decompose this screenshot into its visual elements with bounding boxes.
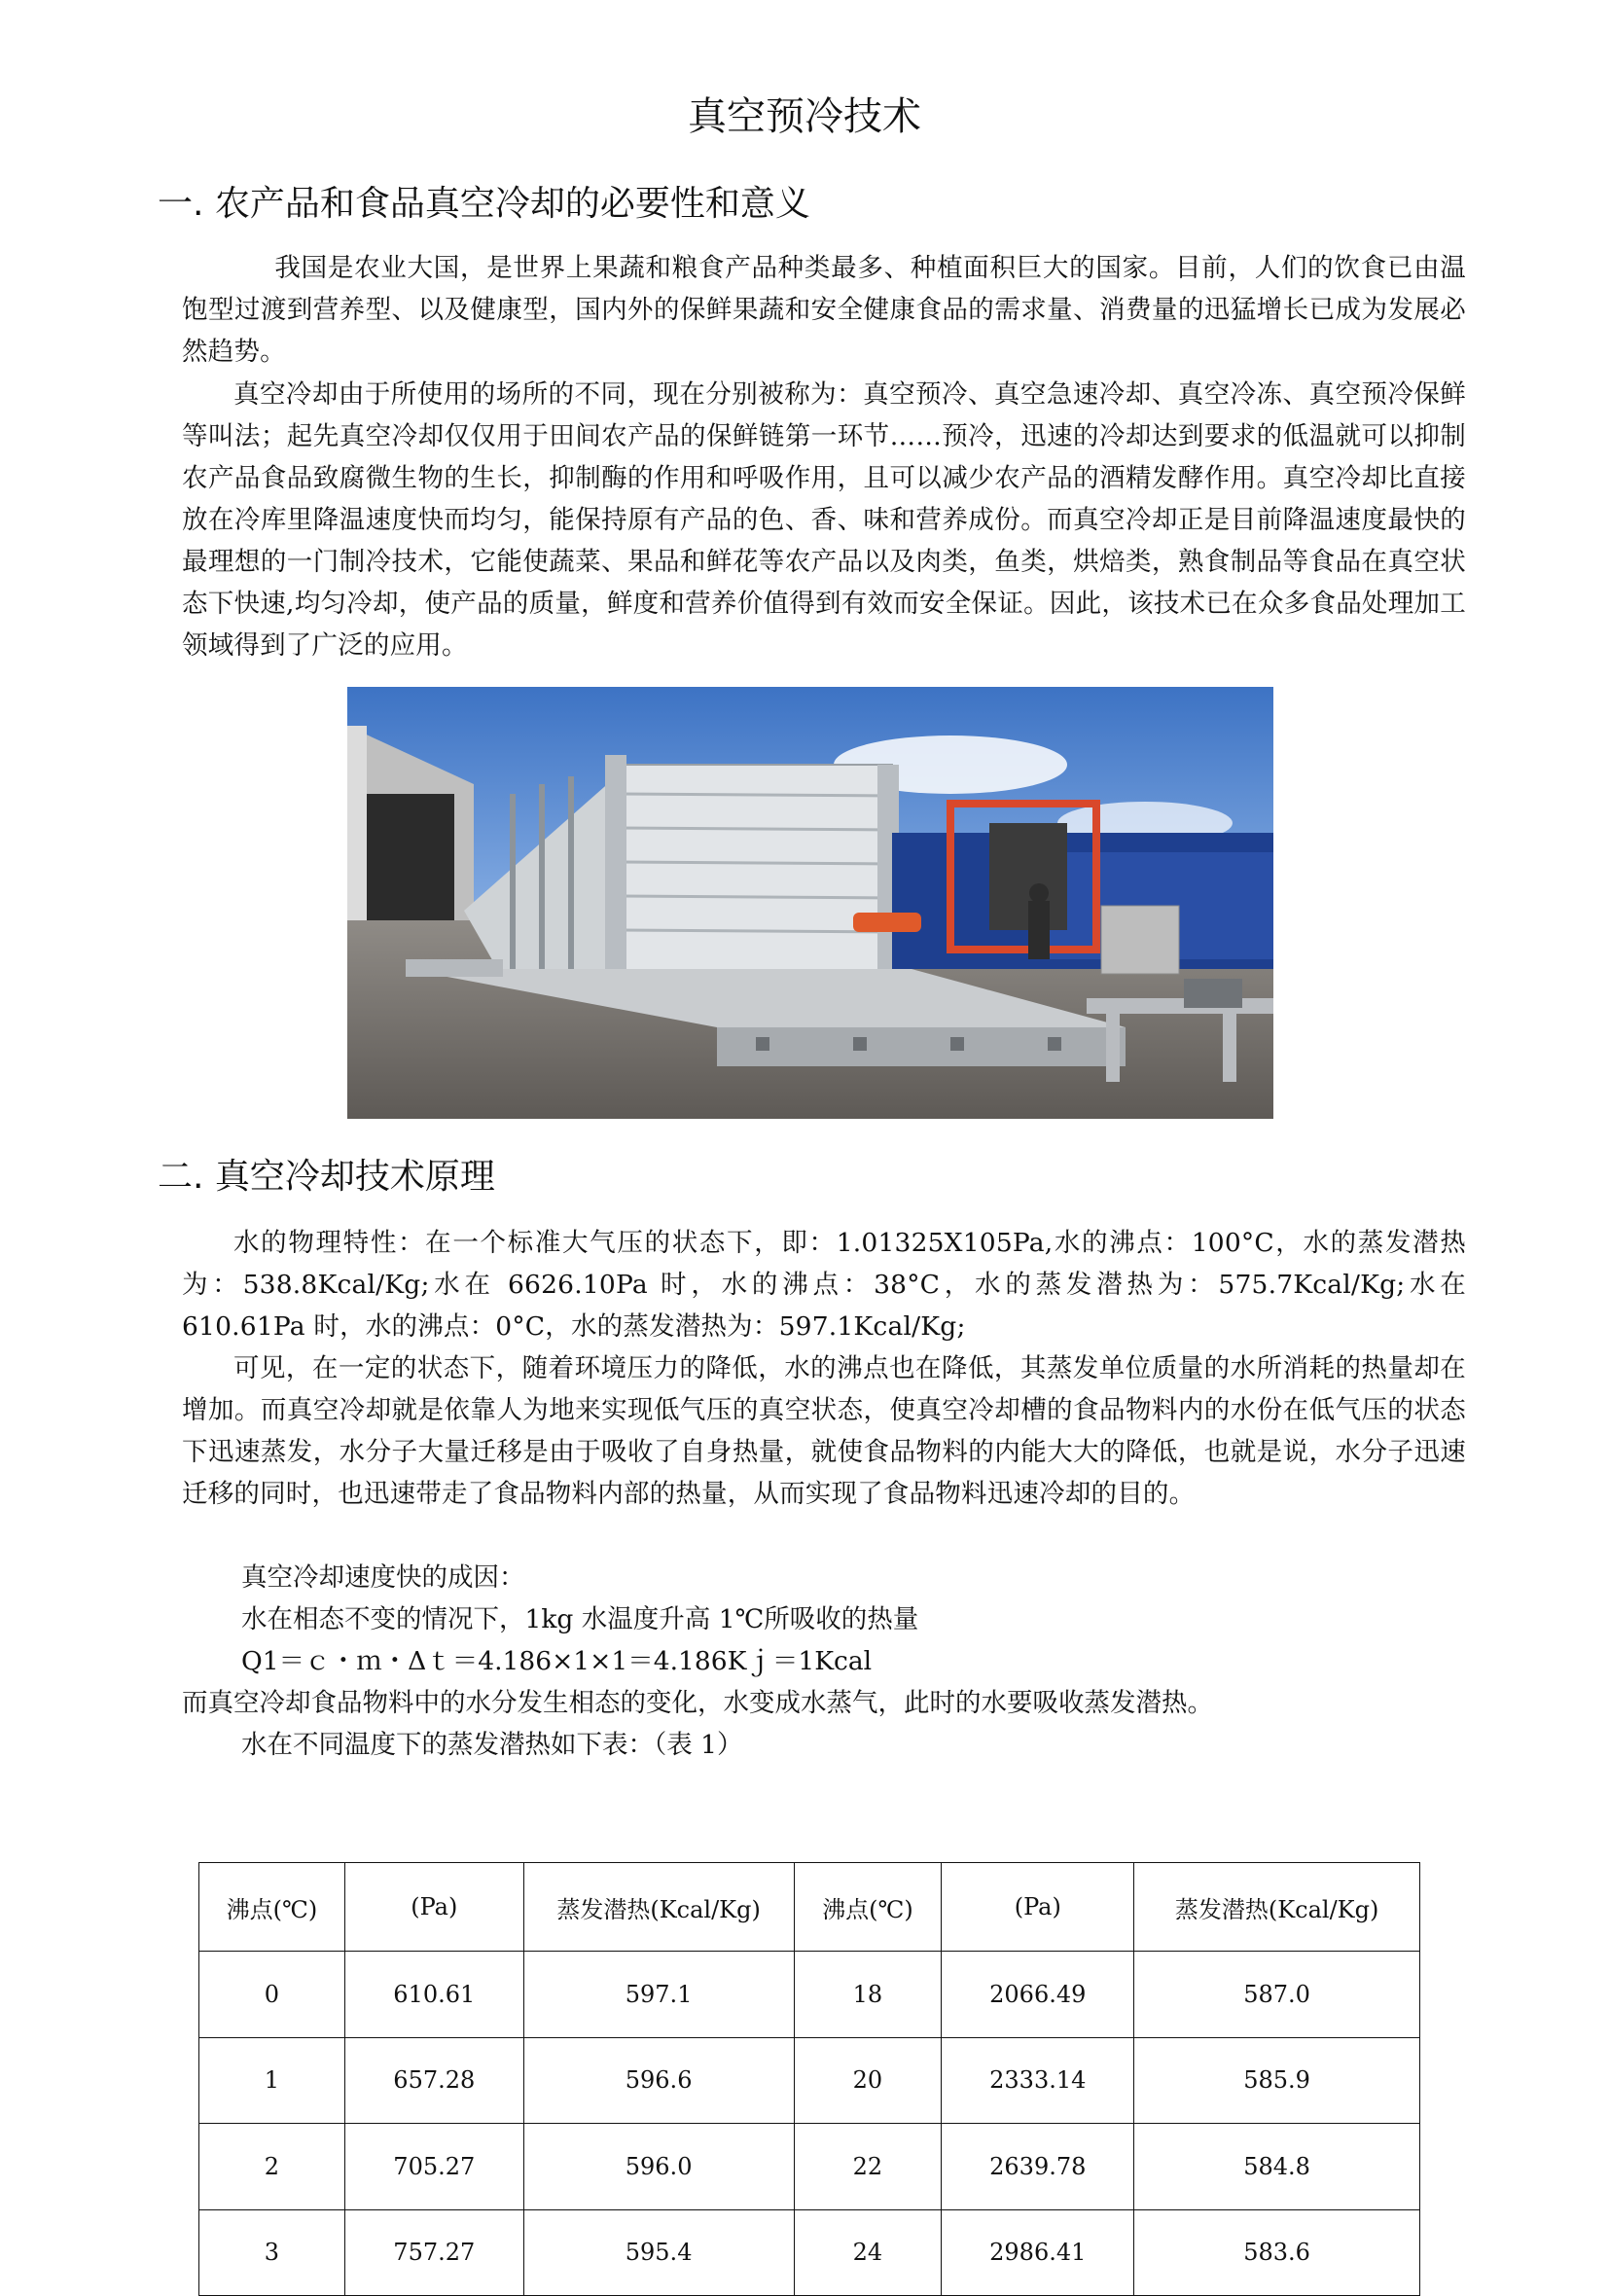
page-title: 真空预冷技术 <box>688 94 921 139</box>
table-cell: 705.27 <box>344 2124 523 2209</box>
table-cell: 3 <box>199 2209 345 2295</box>
table-header-row <box>199 1863 1420 1952</box>
table-cell: 2639.78 <box>942 2124 1134 2209</box>
table-header-cell: (Pa) <box>942 1863 1134 1952</box>
text-line: 真空冷却速度快的成因： <box>241 1562 525 1593</box>
table-cell: 657.28 <box>344 2037 523 2123</box>
table-cell: 597.1 <box>523 1952 794 2037</box>
table-row <box>199 2037 1420 2123</box>
table-cell: 20 <box>794 2037 942 2123</box>
formula-line: Q1＝ｃ・ｍ・Δｔ＝4.186×1×1＝4.186Kｊ＝1Kcal <box>241 1646 873 1676</box>
table-header-cell: 沸点(℃) <box>794 1863 942 1952</box>
paragraph: 我国是农业大国，是世界上果蔬和粮食产品种类最多、种植面积巨大的国家。目前，人们的饮食已由温饱型过渡到营养型、以及健康型，国内外的保鲜果蔬和安全健康食品的需求量、消费量的迅猛增长已成为发展必然趋势。 <box>182 253 1466 367</box>
table-cell: 583.6 <box>1134 2209 1420 2295</box>
table-cell: 757.27 <box>344 2209 523 2295</box>
paragraph: 水的物理特性：在一个标准大气压的状态下，即：1.01325X105Pa,水的沸点：100°C，水的蒸发潜热为：538.8Kcal/Kg;水在 6626.10Pa 时，水的沸点：38°C，水的蒸发潜热为：575.7Kcal/Kg;水在 610.61Pa 时，水的沸点：0°C，水的蒸发潜热为：597.1Kcal/Kg; <box>182 1228 1466 1342</box>
table-caption: 水在不同温度下的蒸发潜热如下表：（表 1） <box>241 1730 743 1760</box>
latent-heat-table <box>198 1862 1420 2296</box>
table-header-cell: 蒸发潜热(Kcal/Kg) <box>523 1863 794 1952</box>
table-cell: 596.6 <box>523 2037 794 2123</box>
table-header-cell: (Pa) <box>344 1863 523 1952</box>
table-cell: 596.0 <box>523 2124 794 2209</box>
section-heading-2: 二. 真空冷却技术原理 <box>158 1157 495 1197</box>
table-header-cell: 蒸发潜热(Kcal/Kg) <box>1134 1863 1420 1952</box>
table-cell: 2333.14 <box>942 2037 1134 2123</box>
table-cell: 585.9 <box>1134 2037 1420 2123</box>
text-line: 而真空冷却食品物料中的水分发生相态的变化，水变成水蒸气，此时的水要吸收蒸发潜热。 <box>182 1688 1213 1718</box>
table-cell: 2986.41 <box>942 2209 1134 2295</box>
table-header-cell: 沸点(℃) <box>199 1863 345 1952</box>
text-line: 水在相态不变的情况下，1kg 水温度升高 1℃所吸收的热量 <box>241 1604 919 1634</box>
table-cell: 22 <box>794 2124 942 2209</box>
table-row <box>199 2209 1420 2295</box>
vacuum-cooler-photo <box>347 687 1273 1119</box>
table-cell: 2 <box>199 2124 345 2209</box>
table-row <box>199 1952 1420 2037</box>
table-cell: 0 <box>199 1952 345 2037</box>
table-cell: 24 <box>794 2209 942 2295</box>
table-cell: 610.61 <box>344 1952 523 2037</box>
table-cell: 2066.49 <box>942 1952 1134 2037</box>
paragraph: 真空冷却由于所使用的场所的不同，现在分别被称为：真空预冷、真空急速冷却、真空冷冻、真空预冷保鲜等叫法；起先真空冷却仅仅用于田间农产品的保鲜链第一环节……预冷，迅速的冷却达到要求的低温就可以抑制农产品食品致腐微生物的生长，抑制酶的作用和呼吸作用，且可以减少农产品的酒精发酵作用。真空冷却比直接放在冷库里降温速度快而均匀，能保持原有产品的色、香、味和营养成份。而真空冷却正是目前降温速度最快的最理想的一门制冷技术，它能使蔬菜、果品和鲜花等农产品以及肉类，鱼类，烘焙类，熟食制品等食品在真空状态下快速,均匀冷却，使产品的质量，鲜度和营养价值得到有效而安全保证。因此，该技术已在众多食品处理加工领域得到了广泛的应用。 <box>182 379 1466 661</box>
table-cell: 1 <box>199 2037 345 2123</box>
table-cell: 595.4 <box>523 2209 794 2295</box>
paragraph: 可见，在一定的状态下，随着环境压力的降低，水的沸点也在降低，其蒸发单位质量的水所消耗的热量却在增加。而真空冷却就是依靠人为地来实现低气压的真空状态，使真空冷却槽的食品物料内的水份在低气压的状态下迅速蒸发，水分子大量迁移是由于吸收了自身热量，就使食品物料的内能大大的降低，也就是说，水分子迅速迁移的同时，也迅速带走了食品物料内部的热量，从而实现了食品物料迅速冷却的目的。 <box>182 1353 1466 1509</box>
table-cell: 587.0 <box>1134 1952 1420 2037</box>
table-cell: 584.8 <box>1134 2124 1420 2209</box>
section-heading-1: 一. 农产品和食品真空冷却的必要性和意义 <box>158 184 810 224</box>
table-cell: 18 <box>794 1952 942 2037</box>
table-row <box>199 2124 1420 2209</box>
